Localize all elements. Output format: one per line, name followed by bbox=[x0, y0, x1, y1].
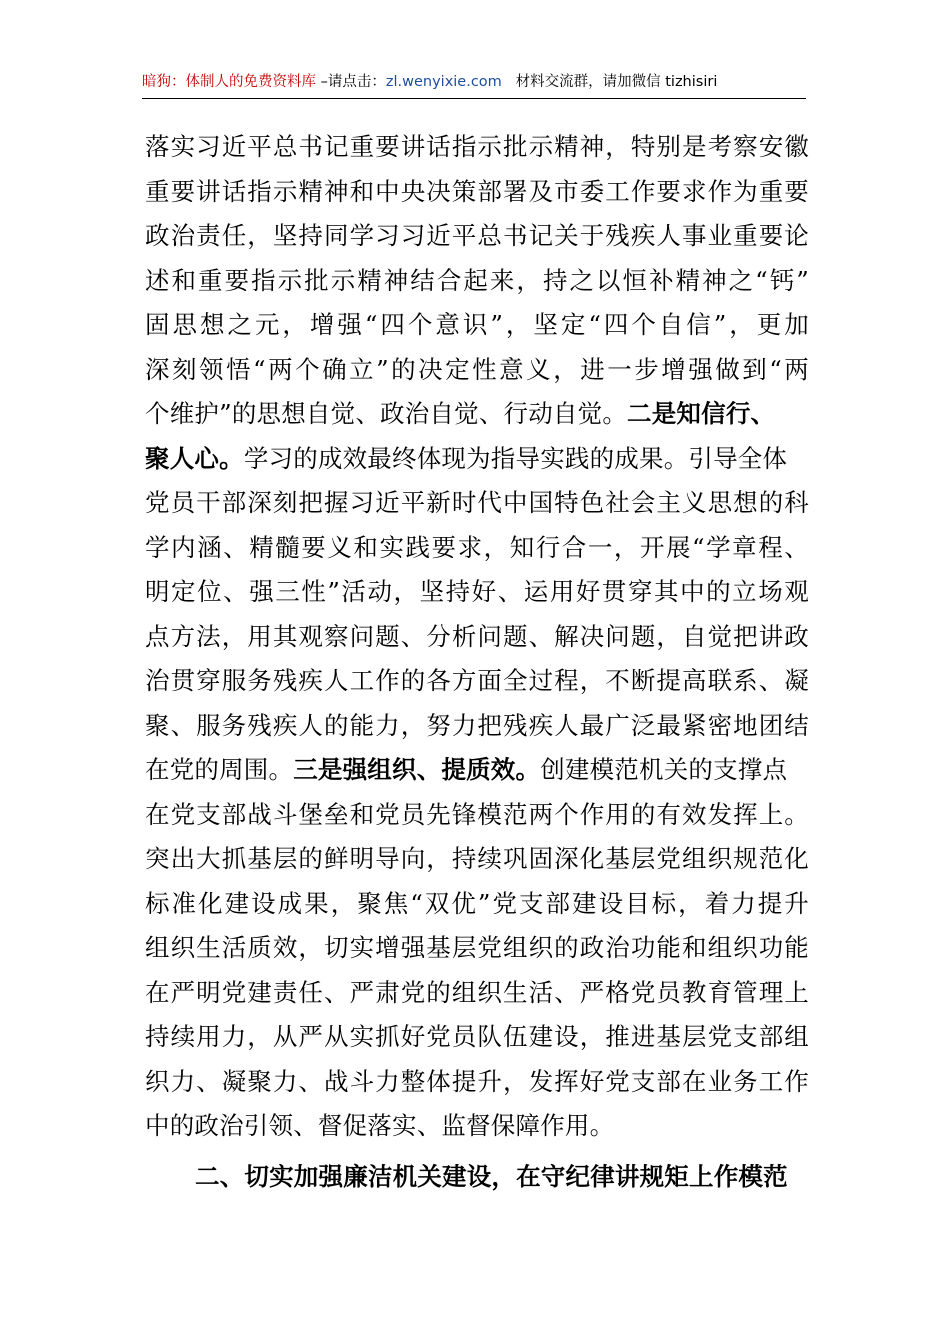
body-line: 政治责任，坚持同学习习近平总书记关于残疾人事业重要论 bbox=[145, 221, 809, 250]
header-site-name: 暗狗：体制人的免费资料库 bbox=[142, 74, 316, 90]
body-line: 聚人心。学习的成效最终体现为指导实践的成果。引导全体 bbox=[145, 443, 788, 473]
body-line: 深刻领悟“两个确立”的决定性意义，进一步增强做到“两 bbox=[145, 354, 809, 384]
page-header bbox=[142, 72, 806, 99]
section-heading: 二、切实加强廉洁机关建设，在守纪律讲规矩上作模范 bbox=[195, 1161, 788, 1191]
body-line: 个维护”的思想自觉、政治自觉、行动自觉。二是知信行、 bbox=[145, 399, 776, 428]
body-line: 述和重要指示批示精神结合起来，持之以恒补精神之“钙” bbox=[145, 265, 809, 295]
body-line: 党员干部深刻把握习近平新时代中国特色社会主义思想的科 bbox=[145, 488, 809, 517]
body-line: 持续用力，从严从实抓好党员队伍建设，推进基层党支部组 bbox=[145, 1022, 809, 1051]
header-click-prompt: –请点击： bbox=[316, 74, 386, 90]
body-line: 中的政治引领、督促落实、监督保障作用。 bbox=[145, 1111, 615, 1140]
body-line: 在党的周围。三是强组织、提质效。创建模范机关的支撑点 bbox=[145, 755, 788, 784]
body-line: 点方法，用其观察问题、分析问题、解决问题，自觉把讲政 bbox=[145, 621, 809, 651]
body-line: 聚、服务残疾人的能力，努力把残疾人最广泛最紧密地团结 bbox=[145, 710, 809, 740]
body-line: 织力、凝聚力、战斗力整体提升，发挥好党支部在业务工作 bbox=[145, 1066, 809, 1096]
point-three-title: 三是强组织、提质效。 bbox=[293, 755, 541, 784]
body-line: 突出大抓基层的鲜明导向，持续巩固深化基层党组织规范化 bbox=[145, 844, 809, 873]
body-line: 学内涵、精髓要义和实践要求，知行合一，开展“学章程、 bbox=[145, 532, 809, 562]
body-line: 组织生活质效，切实增强基层党组织的政治功能和组织功能 bbox=[145, 933, 809, 962]
body-line: 固思想之元，增强“四个意识”，坚定“四个自信”，更加 bbox=[145, 310, 809, 339]
point-two-title-cont: 聚人心。 bbox=[145, 443, 244, 473]
header-wechat-note: 材料交流群，请加微信 tizhisiri bbox=[515, 74, 718, 90]
body-line: 标准化建设成果，聚焦“双优”党支部建设目标，着力提升 bbox=[145, 888, 809, 918]
document-body bbox=[145, 125, 809, 1199]
body-line: 重要讲话指示精神和中央决策部署及市委工作要求作为重要 bbox=[145, 176, 809, 206]
body-line: 在党支部战斗堡垒和党员先锋模范两个作用的有效发挥上。 bbox=[145, 799, 809, 829]
body-line: 落实习近平总书记重要讲话指示批示精神，特别是考察安徽 bbox=[145, 132, 809, 161]
point-two-title: 二是知信行、 bbox=[627, 399, 776, 428]
body-line: 治贯穿服务残疾人工作的各方面全过程，不断提高联系、凝 bbox=[145, 666, 809, 695]
header-url-link[interactable]: zl.wenyixie.com bbox=[385, 74, 502, 90]
body-line: 在严明党建责任、严肃党的组织生活、严格党员教育管理上 bbox=[145, 977, 809, 1007]
body-line: 明定位、强三性”活动，坚持好、运用好贯穿其中的立场观 bbox=[145, 577, 809, 606]
